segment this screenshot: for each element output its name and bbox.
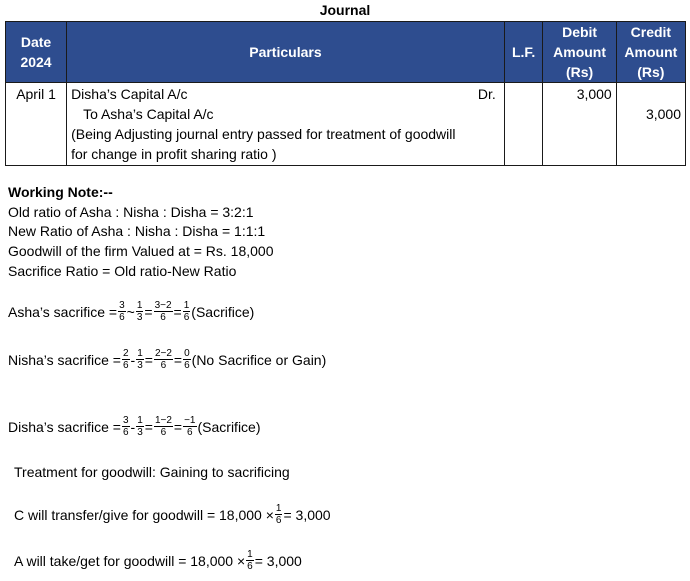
entry-date: April 1 — [6, 83, 67, 166]
credit-account: To Asha’s Capital A/c — [83, 106, 214, 122]
entry-lf — [504, 83, 543, 166]
journal-table — [5, 21, 686, 166]
table-header-row — [6, 22, 686, 83]
old-ratio: Old ratio of Asha : Nisha : Disha = 3:2:1 — [8, 204, 254, 220]
fraction: $\frac{1-2}{6}$ — [154, 415, 172, 438]
narration-line-2: for change in profit sharing ratio ) — [71, 146, 277, 162]
fraction: $\frac{1}{6}$ — [275, 503, 282, 526]
entry-particulars — [67, 83, 505, 166]
table-row — [6, 83, 686, 166]
fraction: $\frac{-1}{6}$ — [184, 415, 196, 438]
nisha-sacrifice: Nisha’s sacrifice = $\frac{2}{6}$ - $\frac{1}{3}$ = $\frac{2-2}{6}$ = $\frac{0}{6}$ (No Sacrifice or Gain) — [8, 348, 327, 371]
journal-title: Journal — [319, 2, 371, 18]
sacrifice-formula: Sacrifice Ratio = Old ratio-New Ratio — [8, 263, 237, 279]
fraction: $\frac{1}{6}$ — [183, 300, 190, 323]
fraction: $\frac{1}{3}$ — [136, 300, 143, 323]
header-lf: L.F. — [504, 22, 543, 83]
treatment-goodwill: Treatment for goodwill: Gaining to sacrificing — [14, 464, 290, 480]
fraction: $\frac{0}{6}$ — [184, 348, 190, 371]
dr-marker: Dr. — [477, 86, 496, 102]
header-particulars: Particulars — [67, 22, 505, 83]
entry-debit-amount: 3,000 — [543, 83, 616, 166]
fraction: $\frac{1}{3}$ — [137, 415, 143, 438]
c-transfer-goodwill: C will transfer/give for goodwill = 18,000 × $\frac{1}{6}$ = 3,000 — [14, 503, 331, 526]
header-debit: Debit Amount (Rs) — [543, 22, 616, 83]
working-note-heading: Working Note:-- — [8, 184, 113, 200]
goodwill-value: Goodwill of the firm Valued at = Rs. 18,000 — [8, 243, 274, 259]
fraction: $\frac{1}{3}$ — [137, 348, 143, 371]
fraction: $\frac{3-2}{6}$ — [154, 300, 172, 323]
header-date: Date 2024 — [6, 22, 67, 83]
disha-sacrifice: Disha’s sacrifice = $\frac{3}{6}$ - $\frac{1}{3}$ = $\frac{1-2}{6}$ = $\frac{-1}{6}$ (Sacrifice) — [8, 415, 261, 438]
header-credit: Credit Amount (Rs) — [616, 22, 685, 83]
asha-sacrifice: Asha’s sacrifice = $\frac{3}{6}$ ~ $\frac{1}{3}$ = $\frac{3-2}{6}$ = $\frac{1}{6}$ (Sacrifice) — [8, 300, 255, 323]
a-take-goodwill: A will take/get for goodwill = 18,000 × $\frac{1}{6}$ = 3,000 — [14, 549, 302, 572]
fraction: $\frac{3}{6}$ — [119, 300, 125, 323]
debit-account: Disha’s Capital A/c — [71, 86, 188, 102]
fraction: $\frac{1}{6}$ — [247, 549, 253, 572]
narration-line-1: (Being Adjusting journal entry passed for treatment of goodwill — [71, 126, 456, 142]
entry-credit-amount: 3,000 — [616, 83, 685, 166]
fraction: $\frac{2}{6}$ — [122, 348, 129, 371]
fraction: $\frac{2-2}{6}$ — [154, 348, 172, 371]
new-ratio: New Ratio of Asha : Nisha : Disha = 1:1:1 — [8, 223, 266, 239]
fraction: $\frac{3}{6}$ — [122, 415, 129, 438]
